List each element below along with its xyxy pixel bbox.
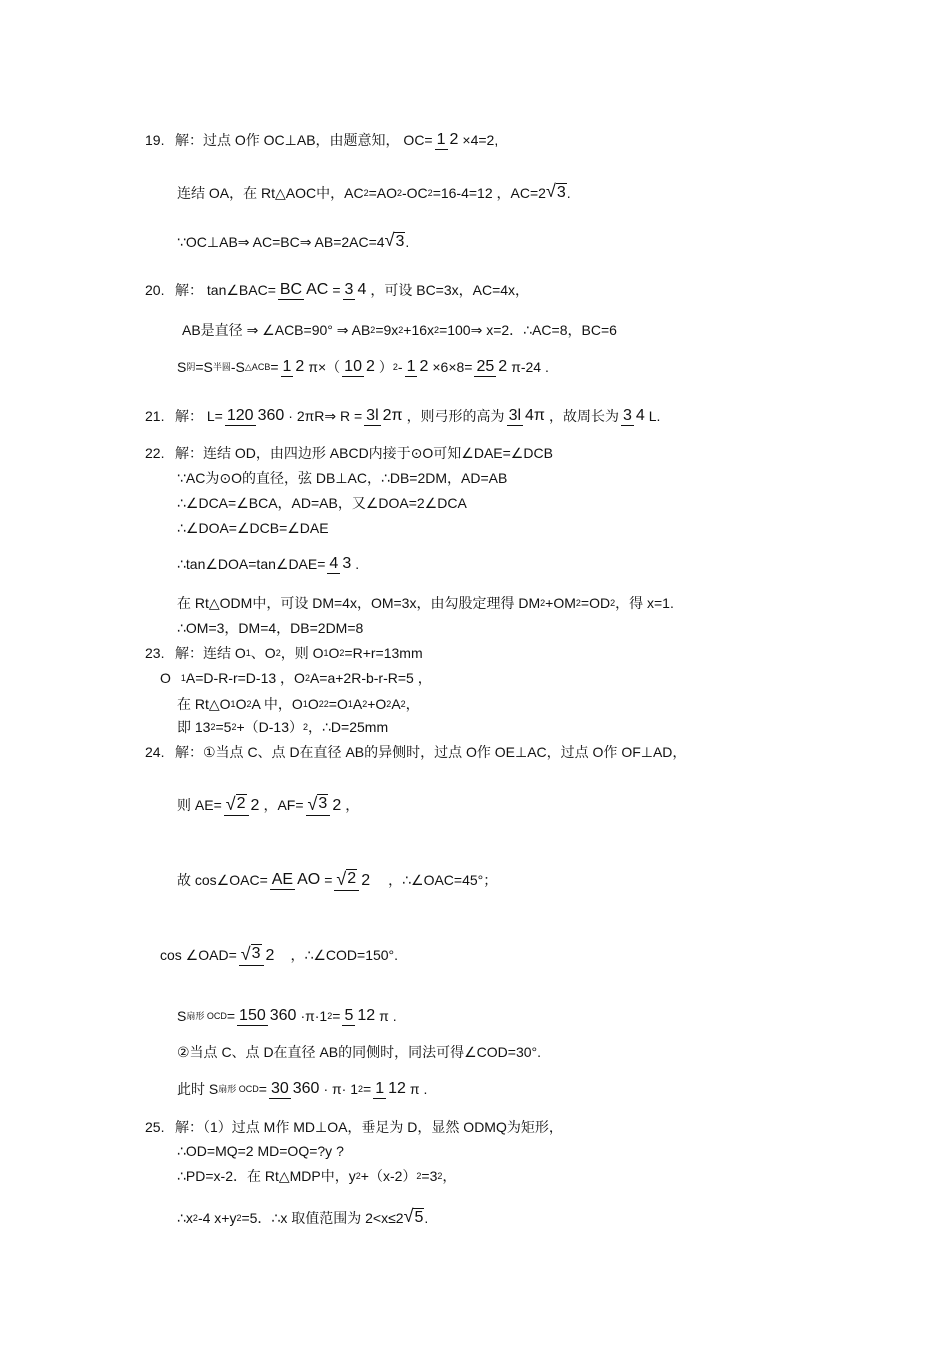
text: S [177,359,187,375]
text: =R+r=13mm [344,645,423,661]
q25-line4: ∴x 2 -4 x+y 2 =5．∴x 取值范围为 2<x≤2 √5 . [177,1206,429,1226]
text: 故 cos∠OAC= [177,871,268,888]
q20-line2: AB是直径 ⇒ ∠ACB=90° ⇒ AB 2 =9x 2 +16x 2 =100⇒ x=2．∴AC=8，BC=6 [182,322,617,338]
q24-line1 [145,742,686,762]
text: 则 AE= [177,796,222,813]
text: AB是直径 ⇒ ∠ACB=90° ⇒ AB [182,322,371,338]
q24-line7: 此时 S 扇形 OCD = 30 360 · π· 1 2 = 1 12 π . [177,1080,428,1097]
q25-line3: ∴PD=x-2．在 Rt△MDP中，y 2 +（x-2） 2 =3 2 ， [177,1168,457,1184]
q24-line5: S 扇形 OCD = 150 360 ·π·1 2 = 5 12 π . [177,1007,397,1024]
fraction: 25 2 [476,358,508,375]
text: ∴OM=3，DM=4，DB=2DM=8 [177,620,364,636]
q19-line2: 连结 OA，在 Rt△AOC中，AC 2 =AO 2 -OC 2 =16-4=12 ，AC=2 √3 . [177,181,571,201]
q22-line5 [177,554,359,574]
text: 解：①当点 C、点 D在直径 AB的异侧时，过点 O作 OE⊥AC，过点 O作 OF⊥AD， [175,744,687,760]
text: ， [345,796,360,813]
q25-number: 25. [145,1119,165,1135]
q20-line1 [145,280,529,300]
q19-text: ×4=2, [462,132,499,148]
q22-line1 [145,443,553,463]
text: cos ∠OAD= [160,946,237,963]
text: 连结 OA，在 Rt△AOC中，AC [177,184,364,201]
text: =9x [375,322,399,338]
text: +OM [545,595,576,611]
text: ，∴D=25mm [308,719,389,735]
fraction: 3 4 [622,407,645,424]
fraction: 150 360 [239,1007,297,1024]
text: ∴PD=x-2．在 Rt△MDP中，y [177,1168,356,1184]
text: ， [442,1168,457,1184]
text: . [355,556,360,572]
fraction: 30 360 [270,1080,320,1097]
text: ，可设 BC=3x，AC=4x， [370,282,530,298]
text: -4 x+y [197,1209,237,1226]
q22-line2 [177,468,507,488]
text: 即 13 [177,719,211,735]
fraction: AE AO [271,870,321,888]
q25-line2 [177,1141,344,1161]
text: = [332,1008,341,1024]
q22-line4 [177,518,329,538]
q25-line1 [145,1117,563,1137]
text: O [328,645,340,661]
text: 解： L= [175,408,223,424]
text: ∵OC⊥AB⇒ AC=BC⇒ AB=2AC=4 [177,233,385,250]
fraction: 4 3 [329,555,352,572]
text: =5．∴x 取值范围为 2<x≤2 [241,1209,404,1226]
q19-line3 [177,231,409,252]
fraction: 1 2 [282,358,305,375]
text: ∴OD=MQ=2 MD=OQ=?y ? [177,1143,344,1159]
text: A=a+2R-b-r-R=5 ， [309,670,432,686]
fraction: 1 12 [375,1080,406,1097]
text: ∴∠DCA=∠BCA，AD=AB，又∠DOA=2∠DCA [177,495,467,511]
text: 、O [250,645,276,661]
text: ∵AC为⊙O的直径，弦 DB⊥AC，∴DB=2DM，AD=AB [177,470,508,486]
fraction: √ 2 2 [336,869,371,889]
fraction: 10 2 [344,358,375,375]
text: ②当点 C、点 D在直径 AB的同侧时，同法可得∠COD=30°. [177,1044,542,1060]
text: 解：（1）过点 M作 MD⊥OA，垂足为 D，显然 ODMQ为矩形， [175,1119,563,1135]
q24-line6 [177,1042,541,1062]
text: π-24 . [511,359,549,375]
text: S [177,1008,187,1024]
fraction: 3l 2π [366,407,403,424]
text: 解：连结 O [175,645,246,661]
fraction: 120 360 [226,407,285,424]
fraction: 3l 4π [508,407,545,424]
fraction: √ 2 2 [225,794,260,814]
text: . [566,184,571,201]
square-root: √3 [545,181,566,201]
text: ×6×8= [432,359,473,375]
text: ∴x [177,1209,193,1226]
text: 解： tan∠BAC= [175,282,276,298]
text: =AO [368,184,397,201]
text: -S [230,359,245,375]
text: = [270,359,279,375]
square-root: √3 [384,230,405,250]
text: ，AF= [263,796,304,813]
text: · 2πR⇒ R = [288,408,363,424]
q23-line3: 在 Rt△O 1 O 2 A 中，O 1 O 2 2 =O 1 A 2 +O 2 A 2 ， [177,696,420,712]
text: L. [648,408,661,424]
q24-line2 [177,794,359,815]
text: 此时 S [177,1081,219,1097]
text: O [307,696,319,712]
q19-number: 19. [145,132,165,148]
square-root: √5 [403,1206,424,1226]
q23-line1: 23. 解：连结 O 1 、O 2 ，则 O 1 O 2 =R+r=13mm [145,645,423,661]
text: +16x [403,322,435,338]
text: = [332,282,341,298]
q24-line4 [160,944,398,965]
text: π . [409,1081,428,1097]
text: ，∴∠COD=150°. [290,946,399,963]
q23-line2: O 1 A=D-R-r=D-13 ，O 2 A=a+2R-b-r-R=5 ， [160,670,432,686]
q23-number: 23. [145,645,165,661]
text: = [258,1081,267,1097]
text: = [324,871,333,888]
fraction: 1 2 [436,131,459,148]
text: A [391,696,401,712]
text: +O [367,696,387,712]
text: 解：连结 OD，由四边形 ABCD内接于⊙O可知∠DAE=∠DCB [175,445,553,461]
q22-line6: 在 Rt△ODM中，可设 DM=4x，OM=3x，由勾股定理得 DM 2 +OM 2 =OD 2 ，得 x=1. [177,595,674,611]
text: - [397,359,403,375]
text: =OD [580,595,611,611]
text: A=D-R-r=D-13 ，O [185,670,305,686]
text: 在 Rt△ODM中，可设 DM=4x，OM=3x，由勾股定理得 DM [177,595,541,611]
q22-line3 [177,493,467,513]
q20-number: 20. [145,282,165,298]
fraction: √ 3 2 [307,794,342,814]
text: ，则弓形的高为 [406,408,505,424]
text: ∴tan∠DOA=tan∠DAE= [177,556,326,572]
q20-line3: S 阴 =S 半圆 -S △ACB = 1 2 π×（ 10 2 ） 2 - 1 2 ×6×8= 25 2 π-24 . [177,358,549,375]
text: ） [378,359,393,375]
text: π . [379,1008,397,1024]
text: · π· 1 [323,1081,358,1097]
q24-line3 [177,869,497,890]
text: ，得 x=1. [615,595,674,611]
text: A [352,696,363,712]
text: ∴∠DOA=∠DCB=∠DAE [177,520,329,536]
text: =S [195,359,213,375]
text: ， [405,696,420,712]
q21-line1 [145,406,660,426]
text: =5 [215,719,232,735]
q23-line4: 即 13 2 =5 2 +（D-13） 2 ，∴D=25mm [177,719,389,735]
text: = [363,1081,372,1097]
text: O [235,696,247,712]
q24-number: 24. [145,744,165,760]
fraction: 5 12 [344,1007,376,1024]
q19-line1 [145,130,498,150]
text: 在 Rt△O [177,696,231,712]
fraction: BC AC [279,281,329,298]
q19-text: 解：过点 O作 OC⊥AB，由题意知， OC= [175,132,433,148]
text: ，则 O [280,645,324,661]
text: . [405,233,410,250]
text: =O [328,696,348,712]
q22-line7 [177,618,363,638]
fraction: 1 2 [406,358,429,375]
text: O [160,670,171,686]
text: -OC [402,184,428,201]
fraction: 3 4 [344,281,367,298]
text: +（D-13） [236,719,303,735]
text: ，∴∠OAC=45°； [388,871,498,888]
q22-number: 22. [145,445,165,461]
text: +（x-2） [360,1168,417,1184]
text: ，故周长为 [548,408,619,424]
text: A 中，O [251,696,303,712]
text: π×（ [308,359,341,375]
text: =3 [421,1168,438,1184]
text: =16-4=12 ，AC=2 [432,184,546,201]
text: . [424,1209,429,1226]
q21-number: 21. [145,408,165,424]
text: ·π·1 [300,1008,328,1024]
text: = [226,1008,236,1024]
fraction: √ 3 2 [240,944,275,964]
text: =100⇒ x=2．∴AC=8，BC=6 [439,322,617,338]
